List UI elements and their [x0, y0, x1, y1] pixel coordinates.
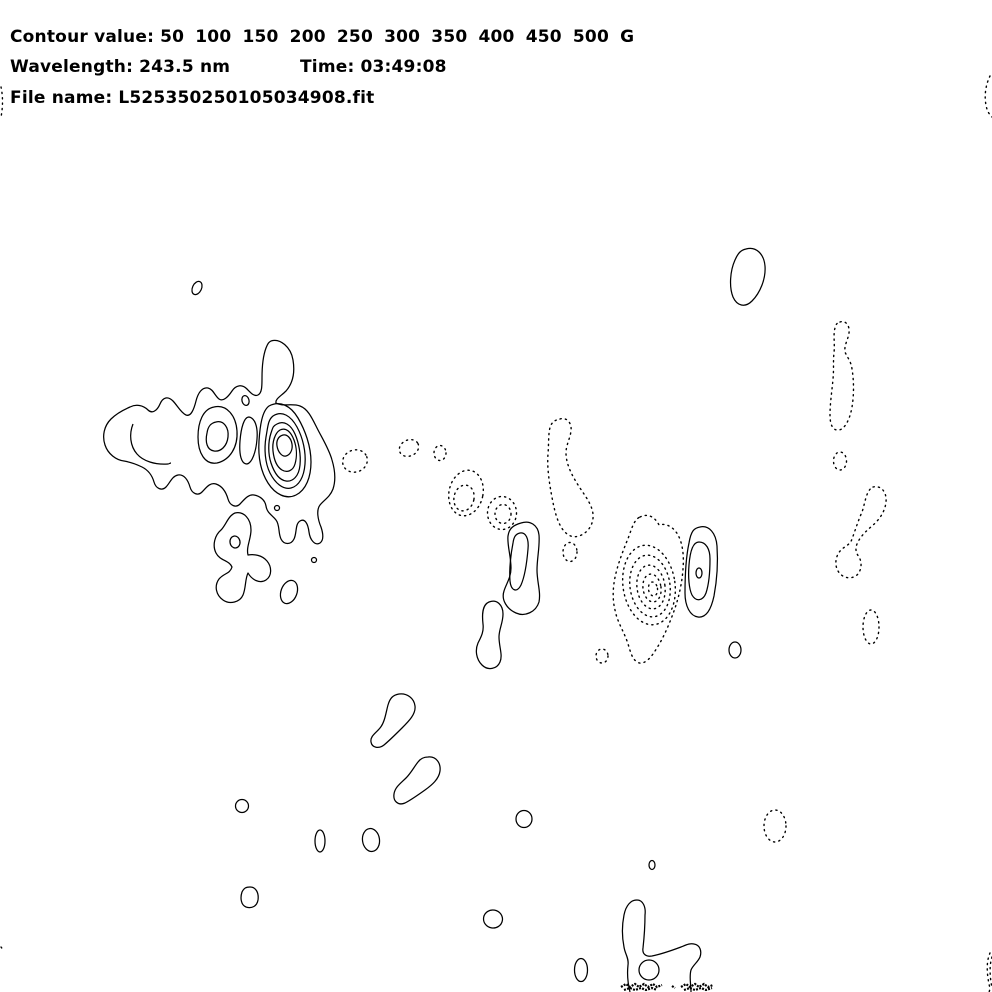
filename-label: File name: — [10, 88, 113, 108]
contour-main-region-hook — [131, 424, 171, 464]
contour-mid-vertical-inner — [510, 533, 528, 590]
filename-row — [10, 88, 375, 108]
contour-top-right-egg — [731, 248, 766, 305]
contour-neg-oval-bottom-right — [764, 810, 786, 842]
contour-right-nested-mid — [689, 542, 710, 600]
contour-bottom-complex-inner — [639, 960, 659, 980]
contour-value-row — [10, 27, 634, 47]
contour-circle-bottom-left — [236, 800, 249, 813]
contour-neg-double-inner — [452, 483, 477, 513]
contour-neg-ring-inner — [495, 505, 511, 524]
contour-neg-tadpole-mid — [548, 419, 593, 537]
contour-neg-cluster-ring5 — [641, 573, 663, 603]
contour-tiny-blob-bottom — [649, 861, 655, 870]
contour-small-circle-right — [729, 642, 741, 658]
contour-hatch-bottom-right — [681, 984, 713, 990]
contour-neg-ring-outer — [488, 497, 517, 530]
contour-main-nested-1 — [259, 404, 311, 497]
contour-value-list: 50 100 150 200 250 300 350 400 450 500 G — [160, 27, 635, 47]
contour-blob-lower-left — [241, 887, 258, 908]
contour-tiny-dot-right-of-butterfly — [312, 558, 317, 563]
contour-main-inner-sliver — [240, 417, 257, 464]
contour-neg-cluster-ring3 — [626, 553, 674, 620]
contour-neg-tadpole-right — [836, 487, 886, 578]
contour-bean-lower — [394, 757, 440, 804]
contour-mid-blob-below — [476, 601, 503, 668]
contour-bottom-complex — [623, 900, 701, 992]
contour-value-label: Contour value: — [10, 27, 155, 47]
contour-butterfly-inner — [229, 535, 241, 549]
wavelength-time-row — [10, 57, 447, 77]
contour-right-nested-outer — [685, 527, 717, 617]
contour-narrow-oval — [315, 830, 325, 852]
contour-main-tiny-dot — [275, 506, 280, 511]
contour-neg-oval-b — [397, 437, 422, 460]
contour-comma-upper — [371, 694, 415, 748]
contour-butterfly-outer — [214, 513, 270, 603]
contour-neg-circle-right — [834, 452, 847, 470]
contour-neg-edge-left-top — [1, 87, 3, 117]
time-value: 03:49:08 — [360, 57, 447, 77]
contour-neg-small-low — [596, 649, 608, 663]
wavelength-label: Wavelength: — [10, 57, 134, 77]
contour-small-oval-bottom — [575, 959, 588, 982]
contour-neg-double-outer — [445, 467, 488, 519]
contour-main-nested-5 — [277, 435, 292, 456]
contour-neg-circle-mid — [563, 543, 577, 562]
contour-neg-peanut-right — [830, 322, 854, 430]
time-label: Time: — [300, 57, 355, 77]
contour-neg-cluster-ring6 — [648, 581, 659, 596]
contour-neg-edge-bottom-right — [987, 953, 992, 992]
contour-main-region-outer — [104, 340, 335, 543]
contour-tiny-oval-top-left — [190, 280, 204, 296]
contour-circle-center-bottom — [516, 811, 532, 828]
contour-oval-lower-center — [482, 908, 504, 929]
contour-neg-edge-top-right — [985, 76, 992, 117]
contour-oval-mid-bottom — [361, 827, 381, 852]
contour-neg-oval-a — [339, 446, 370, 475]
contour-right-nested-center — [696, 568, 702, 578]
wavelength-value: 243.5 nm — [139, 57, 231, 77]
contour-neg-edge-left-speck — [1, 947, 4, 951]
time-block — [300, 57, 447, 77]
contour-main-tiny-ring — [241, 395, 250, 406]
contour-mid-vertical-outer — [503, 522, 539, 614]
contour-neg-cluster-ring4 — [634, 563, 668, 610]
contour-main-nested-2 — [265, 414, 305, 489]
contour-small-oval-below-butterfly — [277, 578, 300, 606]
contour-main-inner-egg-outer — [198, 407, 237, 464]
contour-main-inner-egg-inner — [206, 422, 228, 451]
filename-value: L525350250105034908.fit — [118, 88, 375, 108]
contour-neg-circle-c — [434, 446, 446, 461]
contour-neg-oval-far-right — [863, 610, 879, 644]
